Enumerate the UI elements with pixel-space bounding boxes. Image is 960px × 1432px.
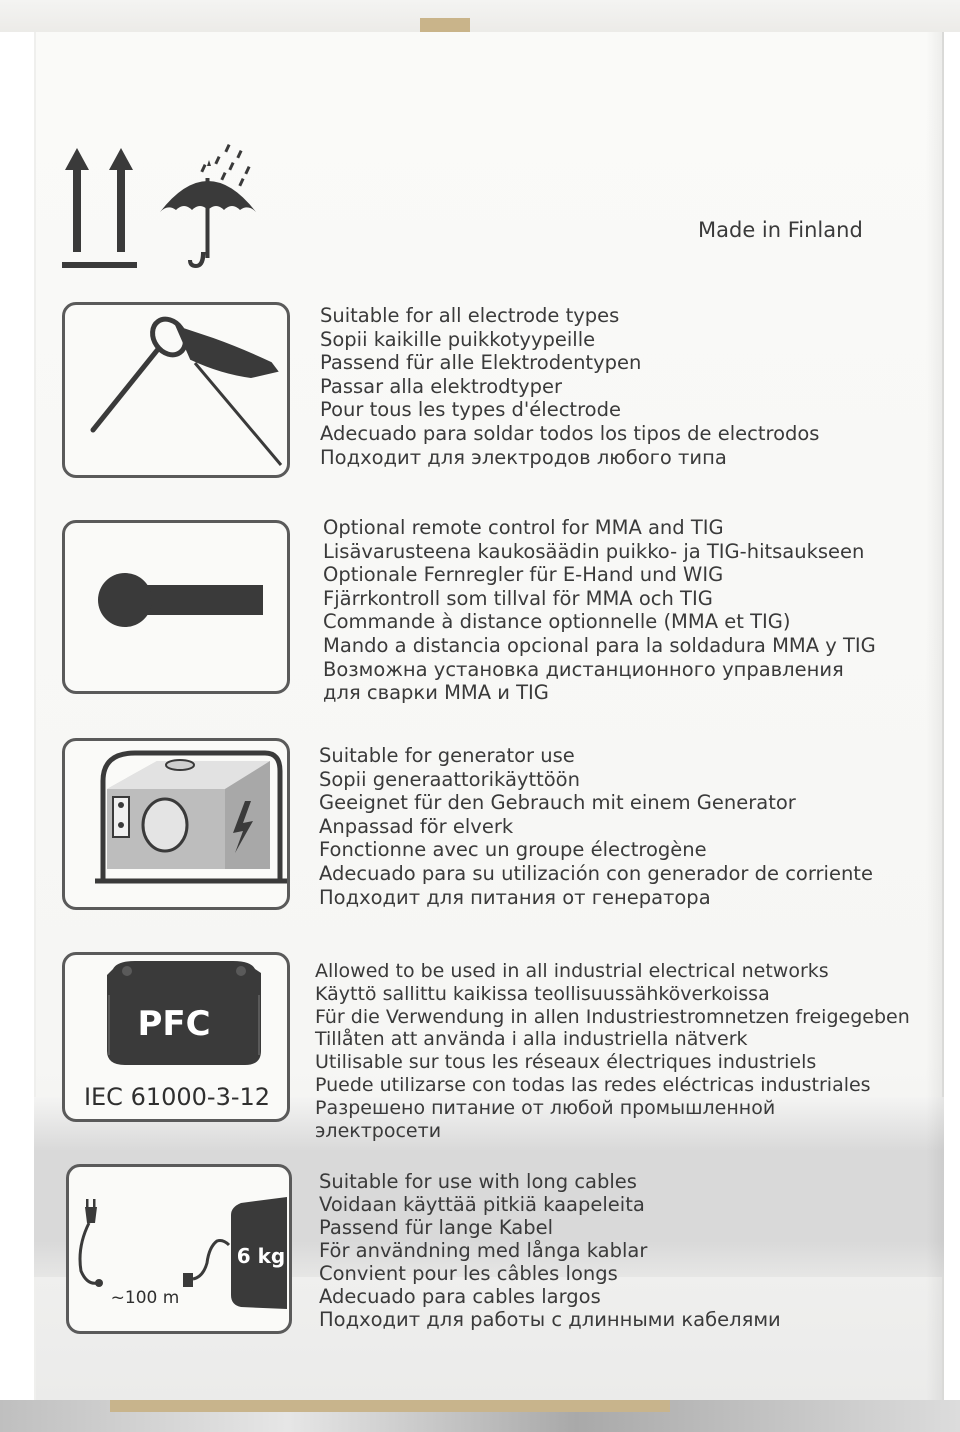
electrode-holder-icon [65, 305, 287, 475]
feature-line: Mando a distancia opcional para la soldadura MMA y TIG [323, 633, 876, 657]
box-top [0, 0, 960, 32]
long-cable-icon [69, 1167, 289, 1331]
feature-line: для сварки MMA и TIG [323, 681, 549, 705]
generator-feature-box [62, 738, 290, 910]
feature-line: Возможна установка дистанционного управления [323, 657, 844, 681]
remote-control-icon [65, 523, 287, 691]
feature-line: Utilisable sur tous les réseaux électriques industriels [315, 1051, 817, 1074]
handling-symbols [60, 140, 270, 270]
cardboard-edge [420, 18, 470, 32]
feature-line: Suitable for all electrode types [320, 304, 620, 327]
feature-line: Commande à distance optionnelle (MMA et TIG) [323, 610, 791, 634]
feature-line: Adecuado para su utilización con generador de corriente [319, 861, 873, 885]
feature-line: Für die Verwendung in allen Industriestromnetzen freigegeben [315, 1005, 910, 1028]
feature-line: Pour tous les types d'électrode [320, 398, 621, 422]
generator-icon [65, 741, 287, 907]
feature-line: Adecuado para soldar todos los tipos de electrodos [320, 421, 820, 445]
feature-line: Allowed to be used in all industrial electrical networks [315, 960, 829, 982]
feature-line: Подходит для работы с длинными кабелями [319, 1308, 781, 1331]
feature-line: электросети [315, 1119, 442, 1142]
feature-line: Adecuado para cables largos [319, 1285, 601, 1308]
remote-feature-box [62, 520, 290, 694]
feature-line: Tillåten att använda i alla industriella nätverk [315, 1028, 748, 1051]
feature-line: Optionale Fernregler für E-Hand und WIG [323, 563, 724, 587]
pfc-welder-icon [65, 955, 287, 1119]
feature-line: För användning med långa kablar [319, 1239, 648, 1262]
feature-line: Sopii kaikille puikkotyypeille [320, 327, 596, 351]
pfc-feature-box [62, 952, 290, 1122]
distance-label: ~100 m [110, 1288, 180, 1308]
feature-line: Sopii generaattorikäyttöön [319, 767, 580, 791]
pfc-label: PFC [137, 1004, 211, 1044]
pfc-feature-text [315, 960, 910, 1142]
feature-line: Passend für alle Elektrodentypen [320, 351, 642, 375]
electrode-feature-box [62, 302, 290, 478]
long-cable-feature-box [66, 1164, 292, 1334]
electrode-feature-text [320, 304, 819, 469]
feature-line: Käyttö sallittu kaikissa teollisuussähköverkoissa [315, 982, 770, 1005]
keep-dry-icon [156, 140, 266, 270]
feature-line: Puede utilizarse con todas las redes eléctricas industriales [315, 1073, 871, 1096]
feature-line: Fjärrkontroll som tillval för MMA och TIG [323, 586, 713, 610]
feature-line: Voidaan käyttää pitkiä kaapeleita [319, 1193, 645, 1216]
feature-line: Suitable for use with long cables [319, 1170, 637, 1193]
cardboard-bottom [110, 1400, 670, 1412]
feature-line: Optional remote control for MMA and TIG [323, 516, 724, 539]
remote-feature-text [323, 516, 876, 705]
feature-line: Passar alla elektrodtyper [320, 374, 563, 398]
long-cable-feature-text [319, 1170, 781, 1331]
feature-line: Разрешено питание от любой промышленной [315, 1096, 776, 1119]
feature-line: Подходит для электродов любого типа [320, 445, 727, 469]
feature-line: Passend für lange Kabel [319, 1216, 554, 1239]
weight-label: 6 kg [236, 1244, 286, 1268]
feature-line: Fonctionne avec un groupe électrogène [319, 838, 707, 862]
iec-standard-label: IEC 61000-3-12 [83, 1083, 271, 1111]
feature-line: Anpassad för elverk [319, 814, 514, 838]
feature-line: Convient pour les câbles longs [319, 1262, 618, 1285]
generator-feature-text [319, 744, 873, 909]
feature-line: Подходит для питания от генератора [319, 885, 711, 909]
origin-label: Made in Finland [698, 218, 863, 242]
feature-line: Geeignet für den Gebrauch mit einem Generator [319, 791, 796, 815]
feature-line: Lisävarusteena kaukosäädin puikko- ja TIG-hitsaukseen [323, 539, 865, 563]
feature-line: Suitable for generator use [319, 744, 575, 767]
